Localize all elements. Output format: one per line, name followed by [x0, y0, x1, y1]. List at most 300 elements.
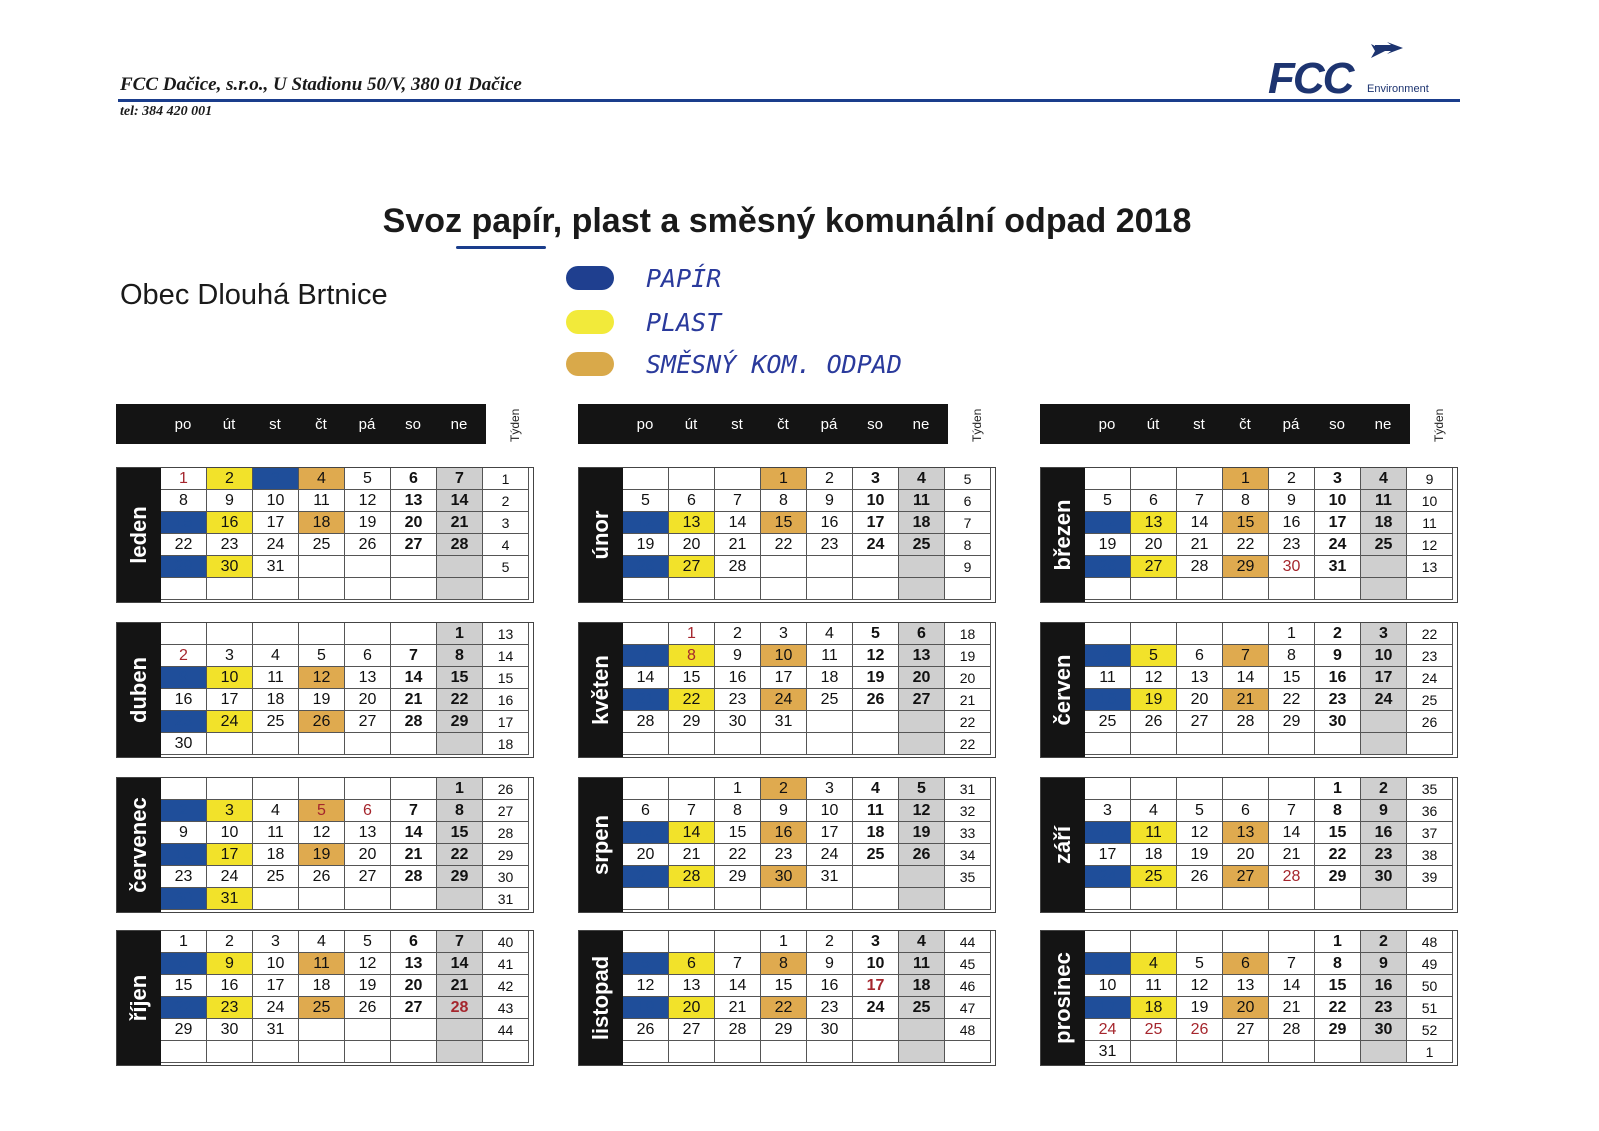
day-cell: 18: [899, 975, 945, 997]
day-cell: 24: [761, 689, 807, 711]
day-cell: 2: [715, 623, 761, 645]
title-underline: [456, 246, 546, 249]
day-cell: 27: [345, 866, 391, 888]
day-cell: [1085, 733, 1131, 755]
week-number: 1: [1407, 1041, 1453, 1063]
week-number: 45: [945, 953, 991, 975]
day-cell: 27: [899, 689, 945, 711]
day-cell: 3: [761, 623, 807, 645]
month-label: [579, 623, 623, 757]
month-label: [117, 468, 161, 602]
day-cell: 9: [715, 645, 761, 667]
day-cell: 1: [161, 468, 207, 490]
day-cell: 25: [1131, 866, 1177, 888]
day-cell: 9: [807, 953, 853, 975]
day-cell: 2: [807, 931, 853, 953]
month-days-grid: [623, 778, 991, 910]
day-cell: [761, 733, 807, 755]
day-cell: 23: [1269, 534, 1315, 556]
day-cell: [899, 711, 945, 733]
weekday-label: so: [1329, 416, 1345, 433]
day-cell: 6: [391, 468, 437, 490]
day-cell: 21: [1223, 689, 1269, 711]
day-cell: 17: [1085, 997, 1131, 1019]
day-cell: 19: [299, 689, 345, 711]
day-cell: [853, 556, 899, 578]
day-cell: 30: [161, 733, 207, 755]
day-cell: 5: [1131, 645, 1177, 667]
day-cell: [1269, 733, 1315, 755]
day-cell: 5: [299, 645, 345, 667]
page-title: Svoz papír, plast a směsný komunální odpad 2018: [382, 202, 1192, 240]
day-cell: 24: [207, 866, 253, 888]
day-cell: 14: [437, 953, 483, 975]
weekday-label: po: [174, 416, 192, 433]
day-cell: 3: [207, 645, 253, 667]
week-number: 35: [945, 866, 991, 888]
day-cell: 7: [1269, 800, 1315, 822]
week-number: 10: [1407, 490, 1453, 512]
day-cell: 8: [161, 953, 207, 975]
day-cell: 25: [299, 997, 345, 1019]
day-cell: 10: [207, 822, 253, 844]
day-cell: [345, 733, 391, 755]
week-number: 41: [483, 953, 529, 975]
day-cell: 6: [391, 931, 437, 953]
day-cell: 13: [899, 645, 945, 667]
day-cell: 5: [1177, 800, 1223, 822]
day-cell: 3: [1085, 953, 1131, 975]
weekday-label: ne: [450, 416, 468, 433]
day-cell: 18: [899, 512, 945, 534]
day-cell: 28: [1177, 556, 1223, 578]
day-cell: 7: [1177, 490, 1223, 512]
day-cell: [1315, 888, 1361, 910]
day-cell: [1223, 733, 1269, 755]
day-cell: 6: [669, 953, 715, 975]
day-cell: [899, 733, 945, 755]
day-cell: 27: [669, 1019, 715, 1041]
week-number: [483, 1041, 529, 1063]
day-cell: 21: [437, 975, 483, 997]
day-cell: [345, 1019, 391, 1041]
day-cell: 21: [391, 844, 437, 866]
day-cell: [1131, 733, 1177, 755]
day-cell: [253, 623, 299, 645]
day-cell: 10: [1315, 490, 1361, 512]
day-cell: 14: [1269, 975, 1315, 997]
day-cell: 15: [761, 975, 807, 997]
weekday-header-bar: [578, 404, 948, 444]
day-cell: 7: [391, 800, 437, 822]
day-cell: 21: [1269, 997, 1315, 1019]
month-label: [1041, 468, 1085, 602]
day-cell: [1361, 733, 1407, 755]
day-cell: [1269, 1041, 1315, 1063]
day-cell: [853, 733, 899, 755]
day-cell: [1177, 931, 1223, 953]
day-cell: 26: [853, 689, 899, 711]
day-cell: 12: [345, 953, 391, 975]
day-cell: 28: [623, 711, 669, 733]
day-cell: [1085, 468, 1131, 490]
day-cell: 26: [1085, 556, 1131, 578]
day-cell: [1269, 931, 1315, 953]
month-days-grid: [161, 778, 529, 910]
weekday-header-bar: [1040, 404, 1410, 444]
day-cell: [807, 556, 853, 578]
week-number: 24: [1407, 667, 1453, 689]
day-cell: 19: [1131, 689, 1177, 711]
day-cell: 24: [253, 997, 299, 1019]
day-cell: 16: [715, 667, 761, 689]
weekday-label: pá: [820, 416, 838, 433]
weekday-label: pá: [1282, 416, 1300, 433]
day-cell: 1: [1315, 931, 1361, 953]
weekday-label: so: [867, 416, 883, 433]
month-leden: [116, 467, 534, 603]
day-cell: [207, 578, 253, 600]
day-cell: 14: [1177, 512, 1223, 534]
month-days-grid: [1085, 931, 1453, 1063]
day-cell: 6: [1223, 800, 1269, 822]
day-cell: 27: [1177, 711, 1223, 733]
day-cell: 6: [1223, 953, 1269, 975]
day-cell: 29: [437, 711, 483, 733]
day-cell: [391, 578, 437, 600]
weekday-label: po: [1098, 416, 1116, 433]
week-number: [1407, 578, 1453, 600]
day-cell: [437, 1019, 483, 1041]
day-cell: [853, 578, 899, 600]
day-cell: 28: [715, 556, 761, 578]
day-cell: [623, 778, 669, 800]
day-cell: 17: [207, 689, 253, 711]
day-cell: 19: [345, 975, 391, 997]
day-cell: 2: [161, 800, 207, 822]
day-cell: [1177, 733, 1223, 755]
month-days-grid: [161, 468, 529, 600]
month-name: květen: [588, 655, 613, 725]
weekday-label: pá: [358, 416, 376, 433]
day-cell: 5: [299, 800, 345, 822]
municipality-name: Obec Dlouhá Brtnice: [120, 279, 388, 311]
day-cell: 20: [623, 844, 669, 866]
day-cell: 28: [715, 1019, 761, 1041]
day-cell: 24: [1085, 866, 1131, 888]
week-number: 21: [945, 689, 991, 711]
day-cell: 19: [899, 822, 945, 844]
day-cell: 8: [761, 953, 807, 975]
day-cell: 22: [669, 689, 715, 711]
day-cell: 30: [1361, 866, 1407, 888]
company-phone: tel: 384 420 001: [120, 104, 213, 119]
week-number: 48: [945, 1019, 991, 1041]
day-cell: 28: [437, 534, 483, 556]
day-cell: 12: [853, 645, 899, 667]
day-cell: 14: [1223, 667, 1269, 689]
day-cell: 30: [1315, 711, 1361, 733]
day-cell: 12: [623, 975, 669, 997]
day-cell: [1131, 931, 1177, 953]
day-cell: [899, 888, 945, 910]
day-cell: [253, 778, 299, 800]
day-cell: 13: [1131, 512, 1177, 534]
day-cell: 11: [1085, 667, 1131, 689]
legend-item-plast: [566, 310, 966, 340]
day-cell: 2: [207, 468, 253, 490]
week-number: 31: [945, 778, 991, 800]
day-cell: 20: [345, 844, 391, 866]
day-cell: 15: [1269, 667, 1315, 689]
day-cell: 13: [669, 975, 715, 997]
day-cell: 21: [715, 997, 761, 1019]
day-cell: 25: [1361, 534, 1407, 556]
day-cell: 11: [1361, 490, 1407, 512]
month-únor: [578, 467, 996, 603]
day-cell: 23: [807, 997, 853, 1019]
day-cell: 15: [161, 512, 207, 534]
day-cell: [899, 1019, 945, 1041]
day-cell: [1223, 1041, 1269, 1063]
day-cell: 3: [253, 468, 299, 490]
week-number: [483, 578, 529, 600]
day-cell: 14: [391, 822, 437, 844]
day-cell: 14: [669, 822, 715, 844]
day-cell: [299, 733, 345, 755]
day-cell: 13: [1223, 975, 1269, 997]
day-cell: [253, 578, 299, 600]
legend-label-paper: PAPÍR: [646, 264, 722, 293]
week-number: 9: [945, 556, 991, 578]
week-number: 16: [483, 689, 529, 711]
week-number: 9: [1407, 468, 1453, 490]
month-label: [579, 778, 623, 912]
month-label: [1041, 931, 1085, 1065]
week-number: [945, 1041, 991, 1063]
day-cell: [623, 1041, 669, 1063]
day-cell: [669, 1041, 715, 1063]
week-number: 52: [1407, 1019, 1453, 1041]
day-cell: [1361, 1041, 1407, 1063]
day-cell: 15: [1223, 512, 1269, 534]
day-cell: [807, 711, 853, 733]
day-cell: 8: [669, 645, 715, 667]
day-cell: 17: [1315, 512, 1361, 534]
day-cell: 20: [1223, 844, 1269, 866]
day-cell: 6: [345, 645, 391, 667]
day-cell: 10: [761, 645, 807, 667]
day-cell: 22: [761, 534, 807, 556]
day-cell: 22: [161, 997, 207, 1019]
day-cell: 22: [715, 844, 761, 866]
day-cell: 18: [1361, 512, 1407, 534]
day-cell: [207, 778, 253, 800]
day-cell: 26: [1177, 866, 1223, 888]
day-cell: [299, 1041, 345, 1063]
month-days-grid: [623, 623, 991, 755]
week-number: 18: [945, 623, 991, 645]
day-cell: 27: [391, 534, 437, 556]
week-number: 2: [483, 490, 529, 512]
day-cell: 12: [623, 512, 669, 534]
day-cell: 5: [623, 490, 669, 512]
day-cell: [669, 468, 715, 490]
day-cell: 19: [623, 997, 669, 1019]
day-cell: [623, 888, 669, 910]
day-cell: 4: [253, 800, 299, 822]
week-number: 49: [1407, 953, 1453, 975]
day-cell: 4: [853, 778, 899, 800]
day-cell: [299, 578, 345, 600]
month-days-grid: [1085, 623, 1453, 755]
day-cell: 22: [1315, 997, 1361, 1019]
week-number: 38: [1407, 844, 1453, 866]
day-cell: 16: [1361, 822, 1407, 844]
month-name: březen: [1050, 499, 1075, 571]
week-number: 13: [483, 623, 529, 645]
day-cell: 25: [299, 534, 345, 556]
week-column-label: Týden: [1432, 408, 1446, 442]
day-cell: 4: [1085, 645, 1131, 667]
day-cell: 26: [299, 866, 345, 888]
weekday-label: čt: [777, 416, 789, 433]
day-cell: 18: [1131, 997, 1177, 1019]
day-cell: [669, 578, 715, 600]
day-cell: [207, 623, 253, 645]
day-cell: 2: [161, 645, 207, 667]
week-number: 14: [483, 645, 529, 667]
day-cell: [1223, 578, 1269, 600]
month-days-grid: [161, 931, 529, 1063]
week-number: 5: [945, 468, 991, 490]
day-cell: 27: [1223, 1019, 1269, 1041]
day-cell: 6: [623, 800, 669, 822]
day-cell: 9: [761, 800, 807, 822]
day-cell: [669, 778, 715, 800]
day-cell: [1269, 778, 1315, 800]
day-cell: 15: [669, 667, 715, 689]
day-cell: 7: [437, 468, 483, 490]
day-cell: 12: [345, 490, 391, 512]
day-cell: 6: [345, 800, 391, 822]
week-number: 11: [1407, 512, 1453, 534]
day-cell: [1085, 778, 1131, 800]
day-cell: 5: [1085, 490, 1131, 512]
day-cell: 22: [1223, 534, 1269, 556]
day-cell: 20: [1223, 997, 1269, 1019]
day-cell: 17: [853, 975, 899, 997]
week-number: 19: [945, 645, 991, 667]
month-label: [117, 623, 161, 757]
day-cell: [715, 733, 761, 755]
day-cell: 22: [1315, 844, 1361, 866]
day-cell: 3: [807, 778, 853, 800]
day-cell: 10: [1085, 975, 1131, 997]
day-cell: 8: [1315, 800, 1361, 822]
day-cell: [207, 733, 253, 755]
day-cell: 8: [761, 490, 807, 512]
day-cell: [1361, 711, 1407, 733]
day-cell: 13: [345, 822, 391, 844]
day-cell: 11: [899, 953, 945, 975]
day-cell: 12: [1085, 512, 1131, 534]
day-cell: 27: [623, 866, 669, 888]
day-cell: [715, 931, 761, 953]
day-cell: 5: [345, 931, 391, 953]
day-cell: 30: [207, 556, 253, 578]
day-cell: 9: [207, 490, 253, 512]
day-cell: 2: [807, 468, 853, 490]
week-number: 18: [483, 733, 529, 755]
week-number: 22: [945, 711, 991, 733]
weekday-label: so: [405, 416, 421, 433]
day-cell: [1315, 578, 1361, 600]
week-number: 36: [1407, 800, 1453, 822]
month-name: leden: [126, 506, 151, 564]
day-cell: 17: [761, 667, 807, 689]
day-cell: 23: [161, 711, 207, 733]
month-name: červen: [1050, 654, 1075, 726]
company-address: FCC Dačice, s.r.o., U Stadionu 50/V, 380 01 Dačice: [120, 74, 522, 95]
day-cell: 9: [1315, 645, 1361, 667]
day-cell: 4: [807, 623, 853, 645]
day-cell: 7: [1269, 953, 1315, 975]
day-cell: 6: [1131, 490, 1177, 512]
day-cell: 29: [437, 866, 483, 888]
day-cell: 29: [161, 1019, 207, 1041]
day-cell: 20: [345, 689, 391, 711]
month-name: říjen: [126, 974, 151, 1022]
day-cell: 5: [899, 778, 945, 800]
day-cell: 10: [1361, 645, 1407, 667]
month-name: duben: [126, 657, 151, 723]
day-cell: 8: [715, 800, 761, 822]
month-name: únor: [588, 510, 613, 560]
weekday-label: út: [222, 416, 236, 433]
day-cell: 11: [1131, 975, 1177, 997]
day-cell: 18: [807, 667, 853, 689]
legend-item-mixed: [566, 352, 966, 382]
day-cell: 10: [253, 953, 299, 975]
day-cell: [853, 888, 899, 910]
week-number: [945, 888, 991, 910]
day-cell: 26: [299, 711, 345, 733]
day-cell: [1223, 623, 1269, 645]
month-květen: [578, 622, 996, 758]
week-number: 22: [945, 733, 991, 755]
day-cell: 7: [437, 931, 483, 953]
day-cell: [1177, 623, 1223, 645]
logo-arrows-icon: [1345, 42, 1405, 60]
month-label: [1041, 623, 1085, 757]
day-cell: 7: [623, 645, 669, 667]
day-cell: 15: [1315, 975, 1361, 997]
day-cell: 10: [207, 667, 253, 689]
month-name: červenec: [126, 797, 151, 893]
day-cell: 23: [207, 534, 253, 556]
day-cell: 28: [437, 997, 483, 1019]
day-cell: 28: [1269, 1019, 1315, 1041]
day-cell: [1361, 578, 1407, 600]
day-cell: [761, 556, 807, 578]
day-cell: 31: [761, 711, 807, 733]
day-cell: 24: [807, 844, 853, 866]
day-cell: 8: [437, 800, 483, 822]
day-cell: 16: [761, 822, 807, 844]
day-cell: 9: [1269, 490, 1315, 512]
week-number: 48: [1407, 931, 1453, 953]
